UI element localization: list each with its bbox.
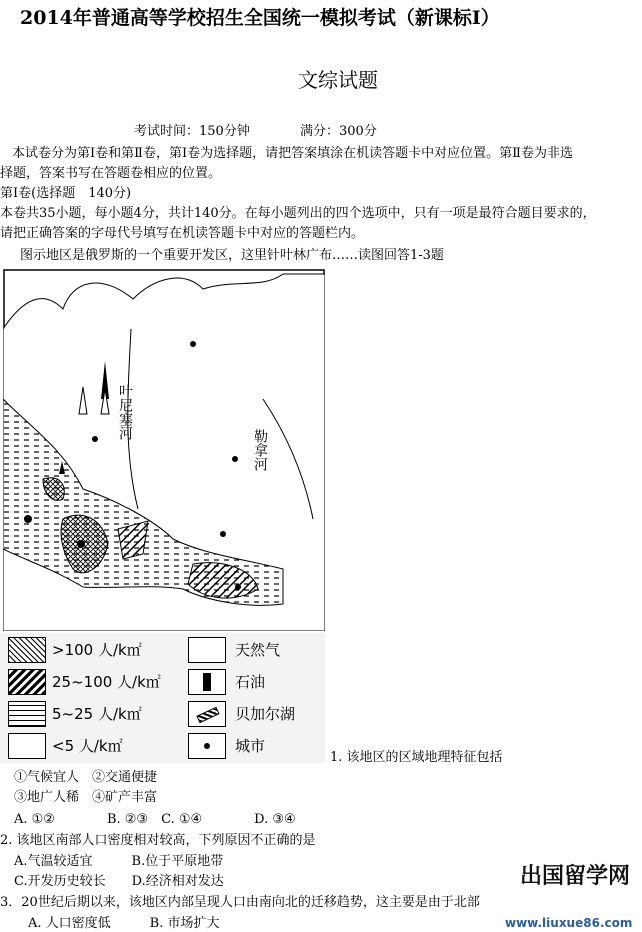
passage: 图示地区是俄罗斯的一个重要开发区，这里针叶林广布……读图回答1-3题 [20, 248, 444, 263]
region-map [3, 269, 325, 631]
question-2-options: C.开发历史较长 D.经济相对发达 [14, 874, 224, 889]
watermark-url: www.liuxue86.com [505, 916, 633, 930]
gas-icon [188, 637, 226, 663]
lake-icon [188, 701, 226, 727]
legend-swatch-dense [8, 637, 46, 663]
legend-label: 天然气 [235, 641, 281, 659]
intro-line: 择题，答案书写在答题卷相应的位置。 [0, 166, 222, 181]
legend-label: 25~100 人/k㎡ [52, 673, 161, 691]
watermark-name: 出国留学网 [520, 864, 631, 889]
question-3-options: A. 人口密度低 B. 市场扩大 [28, 916, 220, 931]
legend-label: 石油 [235, 673, 266, 691]
question-2-options: A.气温较适宜 B.位于平原地带 [14, 854, 224, 869]
city-icon [188, 733, 226, 759]
exam-time: 考试时间：150分钟 [134, 124, 250, 139]
legend-swatch-empty [8, 733, 46, 759]
legend-swatch-sparse [8, 701, 46, 727]
exam-subtitle: 文综试题 [298, 68, 378, 92]
question-3-stem: 3．20世纪后期以来，该地区内部呈现人口由南向北的迁移趋势，这主要是由于北部 [0, 895, 480, 910]
legend-label: >100 人/k㎡ [52, 641, 142, 659]
legend-label: 贝加尔湖 [235, 705, 296, 723]
legend-label: <5 人/k㎡ [52, 737, 123, 755]
map-legend [0, 633, 325, 763]
question-1-item: ③地广人稀 ④矿产丰富 [14, 790, 158, 805]
question-1-options: A. ①② B. ②③ C. ①④ D. ③④ [14, 812, 296, 827]
question-2-stem: 2. 该地区南部人口密度相对较高，下列原因不正确的是 [0, 833, 316, 848]
intro-line: 本试卷分为第Ⅰ卷和第Ⅱ卷，第Ⅰ卷为选择题，请把答案填涂在机读答题卡中对应位置。第Ⅱ卷为非选 [12, 146, 573, 161]
legend-label: 城市 [235, 737, 266, 755]
question-1-stem: 1. 该地区的区域地理特征包括 [330, 750, 503, 765]
oil-icon [188, 669, 226, 695]
map-label-yenisei: 叶尼塞河 [117, 384, 133, 440]
section-desc: 请把正确答案的字母代号填写在机读答题卡中对应的答题栏内。 [0, 226, 365, 241]
exam-title: 2014年普通高等学校招生全国统一模拟考试（新课标Ⅰ） [20, 7, 500, 29]
section-heading: 第Ⅰ卷(选择题 140分) [0, 186, 132, 201]
legend-swatch-medium [8, 669, 46, 695]
section-desc: 本卷共35小题，每小题4分，共计140分。在每小题列出的四个选项中，只有一项是最符合题目要求的， [0, 206, 596, 221]
exam-score: 满分：300分 [300, 124, 377, 139]
question-1-item: ①气候宜人 ②交通便捷 [14, 770, 158, 785]
map-label-lena: 勒拿河 [252, 429, 268, 471]
legend-label: 5~25 人/k㎡ [52, 705, 142, 723]
